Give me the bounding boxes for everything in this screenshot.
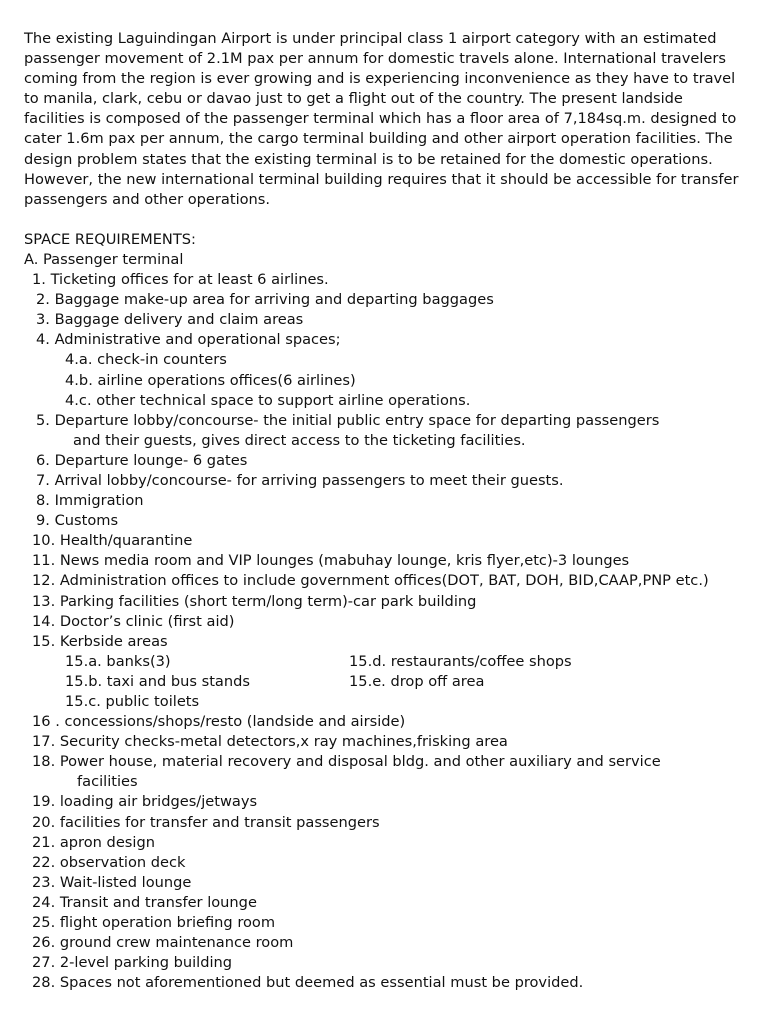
list-item: 5. Departure lobby/concourse- the initial public entry space for departing passengers <box>36 411 660 429</box>
requirements-list <box>24 270 744 652</box>
kerbside-row <box>24 652 744 672</box>
list-item: 10. Health/quarantine <box>32 532 193 550</box>
list-item: and their guests, gives direct access to the ticketing facilities. <box>73 431 526 449</box>
list-item: 15.b. taxi and bus stands <box>65 672 250 690</box>
list-item: 13. Parking facilities (short term/long term)-car park building <box>32 592 477 610</box>
list-item: 26. ground crew maintenance room <box>32 934 294 952</box>
list-item: 20. facilities for transfer and transit passengers <box>32 813 380 831</box>
kerbside-sublist <box>24 652 744 712</box>
list-item: 4.a. check-in counters <box>65 351 227 369</box>
list-item: 6. Departure lounge- 6 gates <box>36 451 248 469</box>
list-item: 12. Administration offices to include government offices(DOT, BAT, DOH, BID,CAAP,PNP etc.) <box>32 572 709 590</box>
list-item: 22. observation deck <box>32 853 186 871</box>
list-item: 15. Kerbside areas <box>32 632 168 650</box>
list-item: 28. Spaces not aforementioned but deemed as essential must be provided. <box>32 974 584 992</box>
list-item: 15.c. public toilets <box>65 693 200 710</box>
kerbside-row <box>24 672 744 692</box>
list-item: 4. Administrative and operational spaces; <box>36 331 341 349</box>
list-item: 2. Baggage make-up area for arriving and departing baggages <box>36 291 494 309</box>
list-item: facilities <box>77 773 138 791</box>
list-item: 27. 2-level parking building <box>32 954 233 972</box>
intro-paragraph: The existing Laguindingan Airport is under principal class 1 airport category with an estimated passenger movement of 2.1M pax per annum for domestic travels alone. International travelers coming from the region is ever growing and is experiencing inconvenience as they have to travel to manila, clark, cebu or davao just to get a flight out of the country. The present landside facilities is composed of the passenger terminal which has a floor area of 7,184sq.m. designed to cater 1.6m pax per annum, the cargo terminal building and other airport operation facilities. The design problem states that the existing terminal is to be retained for the domestic operations. However, the new international terminal building requires that it should be accessible for transfer passengers and other operations. <box>24 30 744 208</box>
list-item: 23. Wait-listed lounge <box>32 873 192 891</box>
list-item: 18. Power house, material recovery and disposal bldg. and other auxiliary and service <box>32 753 661 771</box>
list-item: 3. Baggage delivery and claim areas <box>36 311 304 329</box>
kerbside-row <box>24 692 744 712</box>
list-item: 7. Arrival lobby/concourse- for arriving passengers to meet their guests. <box>36 471 564 489</box>
list-item: 15.d. restaurants/coffee shops <box>349 652 572 670</box>
list-item: 21. apron design <box>32 833 155 851</box>
list-item: 25. flight operation briefing room <box>32 914 276 932</box>
list-item: 17. Security checks-metal detectors,x ray machines,frisking area <box>32 733 508 751</box>
requirements-list-continued <box>24 712 744 993</box>
list-item: 19. loading air bridges/jetways <box>32 793 258 811</box>
list-item: 1. Ticketing offices for at least 6 airlines. <box>32 271 329 289</box>
list-item: 8. Immigration <box>36 492 144 510</box>
list-item: 11. News media room and VIP lounges (mabuhay lounge, kris flyer,etc)-3 lounges <box>32 552 630 570</box>
list-item: 15.e. drop off area <box>349 672 485 690</box>
list-item: 4.c. other technical space to support airline operations. <box>65 391 471 409</box>
list-item: 9. Customs <box>36 512 119 530</box>
list-item: 4.b. airline operations offices(6 airlines) <box>65 371 356 389</box>
list-item: 14. Doctor’s clinic (first aid) <box>32 612 235 630</box>
document-page <box>24 29 744 993</box>
list-item: 15.a. banks(3) <box>65 652 171 670</box>
section-subheading: A. Passenger terminal <box>24 250 184 268</box>
list-item: 16 . concessions/shops/resto (landside and airside) <box>32 713 406 731</box>
list-item: 24. Transit and transfer lounge <box>32 893 257 911</box>
section-heading: SPACE REQUIREMENTS: <box>24 230 196 248</box>
